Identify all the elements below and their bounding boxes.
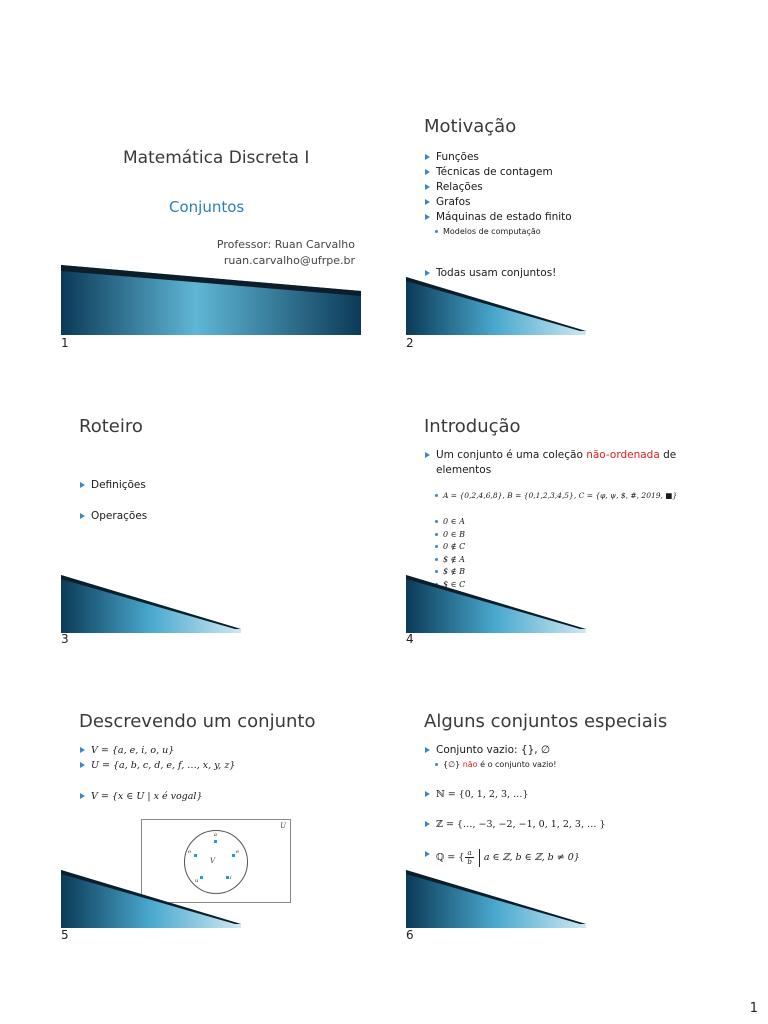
bullet-list — [424, 448, 706, 478]
list-item: ℕ = {0, 1, 2, 3, …} — [424, 787, 529, 802]
slide-title: Roteiro — [79, 416, 143, 437]
list-item: 0 ∈ B — [434, 529, 465, 542]
slide-number-6: 6 — [406, 928, 414, 942]
slide-title: Alguns conjuntos especiais — [424, 711, 668, 732]
venn-point — [214, 840, 217, 843]
sub-list — [434, 226, 541, 239]
bullet-list — [79, 789, 203, 804]
slide-decoration-graphic — [406, 563, 706, 633]
intro-text: de elementos — [436, 449, 677, 476]
venn-point-label: a — [214, 832, 217, 838]
slide-number-4: 4 — [406, 632, 414, 646]
professor-email: ruan.carvalho@ufrpe.br — [223, 254, 355, 267]
slide-2 — [406, 110, 706, 335]
slide-subtitle: Conjuntos — [169, 198, 245, 216]
note-text: {∅} — [443, 760, 463, 769]
page-number: 1 — [749, 1001, 758, 1016]
slide-decoration-graphic — [61, 858, 361, 928]
set-label: V — [210, 857, 216, 865]
list-item: 0 ∈ A — [434, 516, 465, 529]
list-item: ℤ = {…, −3, −2, −1, 0, 1, 2, 3, … } — [424, 817, 606, 832]
slide-4 — [406, 408, 706, 633]
slide-decoration-graphic — [406, 858, 706, 928]
list-item: Técnicas de contagem — [424, 165, 572, 180]
venn-point-label: u — [195, 878, 199, 884]
list-item: Definições — [79, 478, 147, 493]
list-item: Conjunto vazio: {}, ∅ — [424, 743, 550, 758]
slide-title: Introdução — [424, 416, 521, 437]
slide-number-2: 2 — [406, 336, 414, 350]
professor-name: Professor: Ruan Carvalho — [216, 238, 355, 251]
list-item: Todas usam conjuntos! — [424, 266, 556, 281]
universe-label: U — [280, 822, 286, 830]
list-item: Funções — [424, 150, 572, 165]
list-item: Máquinas de estado finito — [424, 210, 572, 225]
title-banner-graphic — [61, 265, 361, 335]
venn-point — [232, 854, 235, 857]
slide-number-5: 5 — [61, 928, 69, 942]
slide-decoration-graphic — [61, 563, 361, 633]
bullet-list — [424, 150, 572, 225]
slide-number-3: 3 — [61, 632, 69, 646]
rationals-prefix: ℚ = { — [436, 852, 465, 863]
rationals-condition: a ∈ ℤ, b ∈ ℤ, b ≠ 0} — [483, 852, 580, 863]
venn-point-label: i — [230, 875, 232, 881]
bullet-list — [424, 817, 606, 832]
list-item: V = {x ∈ U | x é vogal} — [79, 789, 203, 804]
list-item — [434, 759, 556, 772]
highlight-text: não-ordenada — [586, 449, 660, 461]
list-item: Grafos — [424, 195, 572, 210]
slide-5 — [61, 703, 361, 928]
list-item: $ ∈ C — [434, 579, 465, 592]
sub-list — [434, 759, 556, 772]
bullet-list — [79, 743, 235, 773]
list-item: V = {a, e, i, o, u} — [79, 743, 235, 758]
venn-point-label: e — [236, 849, 239, 855]
slide-decoration-graphic — [406, 265, 706, 335]
list-item: Relações — [424, 180, 572, 195]
list-item: 0 ∉ C — [434, 541, 465, 554]
intro-text: Um conjunto é uma coleção — [436, 449, 587, 461]
slide-number-1: 1 — [61, 336, 69, 350]
sub-list — [434, 490, 677, 503]
sets-definition: A = {0,2,4,6,8}, B = {0,1,2,3,4,5}, C = {φ, ψ, $, #, 2019, ■} — [434, 490, 677, 503]
list-item: Operações — [79, 509, 147, 524]
slide-title: Matemática Discreta I — [123, 148, 310, 168]
bullet-list — [79, 478, 147, 524]
slide-1 — [61, 110, 361, 335]
fraction-denominator: b — [467, 858, 472, 866]
venn-point-label: o — [188, 849, 192, 855]
note-text: é o conjunto vazio! — [477, 760, 557, 769]
slide-title: Motivação — [424, 116, 517, 137]
list-item — [424, 448, 706, 478]
list-item: $ ∉ A — [434, 554, 465, 567]
bullet-list — [424, 743, 550, 758]
venn-point — [194, 854, 197, 857]
highlight-text: não — [462, 760, 478, 769]
slide-6 — [406, 703, 706, 928]
list-item: U = {a, b, c, d, e, f, …, x, y, z} — [79, 758, 235, 773]
slide-3 — [61, 408, 361, 633]
fraction-numerator: a — [465, 849, 473, 858]
bullet-list — [424, 787, 529, 802]
slide-title: Descrevendo um conjunto — [79, 711, 316, 732]
list-item: $ ∉ B — [434, 566, 465, 579]
list-item: Modelos de computação — [434, 226, 541, 239]
